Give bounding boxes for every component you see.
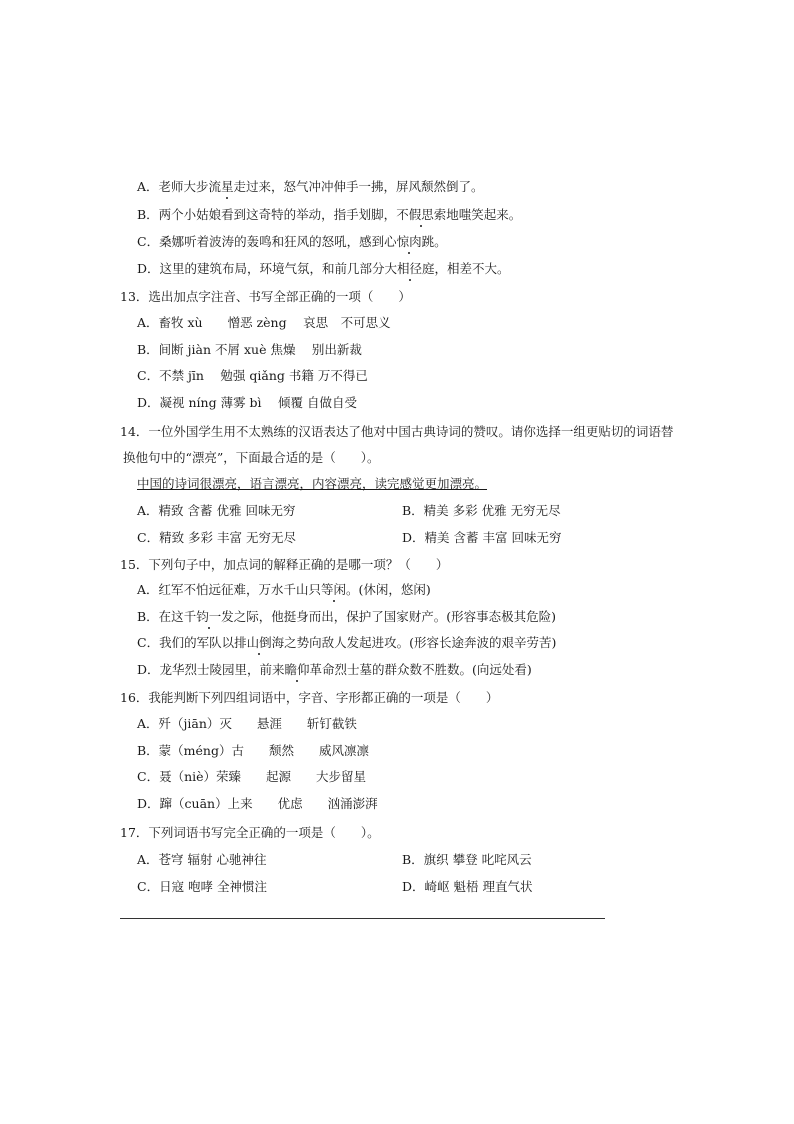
q12-option-d: D．这里的建筑布局，环境气氛，和前几部分大相径庭，相差不大。 [137,261,510,276]
q16-option-c: C．聂（niè）荣臻 起源 大步留星 [137,769,367,784]
q13-stem: 13．选出加点字注音、书写全部正确的一项（ ） [120,289,411,304]
q13-option-c: C．不禁 jīn 勉强 qiǎng 书籍 万不得已 [137,368,368,383]
q17-option-a: A．苍穹 辐射 心驰神往 [137,852,267,867]
q13-option-a: A．畜牧 xù 憎恶 zèng 哀思 不可思义 [137,315,391,330]
q17-option-b: B．旗织 攀登 叱咤风云 [402,852,532,867]
q15-option-b: B．在这千钧一发之际，他挺身而出，保护了国家财产。(形容事态极其危险) [137,609,556,624]
q14-stem-line1: 14．一位外国学生用不太熟练的汉语表达了他对中国古典诗词的赞叹。请你选择一组更贴切的词语替 [120,424,674,439]
bottom-rule [120,918,605,919]
q15-option-d: D．龙华烈士陵园里，前来瞻仰革命烈士墓的群众数不胜数。(向远处看) [137,662,532,677]
q14-sentence: 中国的诗词很漂亮，语言漂亮，内容漂亮，读完感觉更加漂亮。 [137,476,488,491]
q13-option-d: D．凝视 níng 薄雾 bì 倾覆 自做自受 [137,395,357,410]
q15-option-a: A．红军不怕远征难，万水千山只等闲。(休闲，悠闲) [137,582,431,597]
q16-option-d: D．蹿（cuān）上来 优虑 汹涌澎湃 [137,796,378,811]
q14-option-c: C．精致 多彩 丰富 无穷无尽 [137,530,296,545]
q16-stem: 16．我能判断下列四组词语中，字音、字形都正确的一项是（ ） [120,690,499,705]
q14-option-d: D．精美 含蓄 丰富 回味无穷 [402,530,562,545]
q17-option-c: C．日寇 咆哮 全神惯注 [137,879,268,894]
q15-option-c: C．我们的军队以排山倒海之势向敌人发起进攻。(形容长途奔波的艰辛劳苦) [137,635,557,650]
q12-option-c: C．桑娜听着波涛的轰鸣和狂风的怒吼，感到心惊肉跳。 [137,234,447,249]
q12-option-b: B．两个小姑娘看到这奇特的举动，指手划脚，不假思索地嗤笑起来。 [137,207,522,222]
q13-option-b: B．间断 jiàn 不屑 xuè 焦燥 别出新裁 [137,342,362,357]
q12-option-a: A．老师大步流星走过来，怒气冲冲伸手一拂，屏风颓然倒了。 [137,179,484,194]
q16-option-a: A．歼（jiān）灭 悬涯 斩钉截铁 [137,716,357,731]
q16-option-b: B．蒙（méng）古 颓然 威风凛凛 [137,743,369,758]
q15-stem: 15．下列句子中，加点词的解释正确的是哪一项？（ ） [120,557,449,572]
q14-option-b: B．精美 多彩 优雅 无穷无尽 [402,503,561,518]
q14-option-a: A．精致 含蓄 优雅 回味无穷 [137,503,296,518]
q17-stem: 17．下列词语书写完全正确的一项是（ ）。 [120,825,380,840]
q17-option-d: D．崎岖 魁梧 理直气状 [402,879,533,894]
q14-stem-line2: 换他句中的“漂亮”，下面最合适的是（ ）。 [123,450,380,465]
